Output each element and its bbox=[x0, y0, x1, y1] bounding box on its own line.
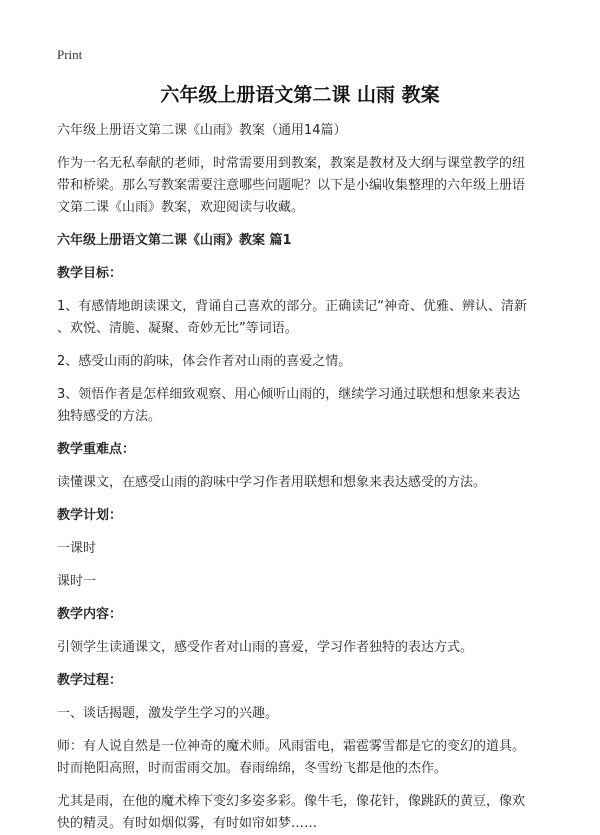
section-heading: 六年级上册语文第二课《山雨》教案 篇1 bbox=[57, 233, 292, 248]
goals-heading: 教学目标： bbox=[57, 266, 123, 281]
goal-item-line: 、欢悦、清脆、凝聚、奇妙无比”等词语。 bbox=[57, 321, 298, 336]
intro-paragraph-line: 带和桥梁。那么写教案需要注意哪些问题呢？以下是小编收集整理的六年级上册语 bbox=[57, 178, 526, 193]
teacher-speech-line: 师：有人说自然是一位神奇的魔术师。风雨雷电，霜雹雾雪都是它的变幻的道具。 bbox=[57, 739, 526, 754]
process-heading: 教学过程： bbox=[57, 673, 123, 688]
print-label: Print bbox=[57, 47, 83, 62]
document-title: 六年级上册语文第二课 山雨 教案 bbox=[160, 84, 440, 106]
document-subtitle: 六年级上册语文第二课《山雨》教案（通用14篇） bbox=[57, 123, 347, 138]
intro-paragraph-line: 作为一名无私奉献的老师，时常需要用到教案，教案是教材及大纲与课堂教学的纽 bbox=[57, 156, 526, 171]
document-body bbox=[57, 120, 557, 835]
key-points-heading: 教学重难点： bbox=[57, 442, 136, 457]
goal-item-line: 独特感受的方法。 bbox=[57, 409, 162, 424]
key-points-text: 读懂课文，在感受山雨的韵味中学习作者用联想和想象来表达感受的方法。 bbox=[57, 475, 487, 490]
teacher-speech-line: 时而艳阳高照，时而雷雨交加。春雨绵绵，冬雪纷飞都是他的杰作。 bbox=[57, 761, 448, 776]
plan-item: 一课时 bbox=[57, 541, 97, 556]
goal-item: 2、感受山雨的韵味，体会作者对山雨的喜爱之情。 bbox=[57, 354, 352, 369]
plan-item: 课时一 bbox=[57, 574, 97, 589]
content-text: 引领学生读通课文，感受作者对山雨的喜爱，学习作者独特的表达方式。 bbox=[57, 640, 474, 655]
rain-description-line: 快的精灵。有时如烟似雾，有时如帘如梦…… bbox=[57, 816, 318, 831]
intro-paragraph-line: 文第二课《山雨》教案，欢迎阅读与收藏。 bbox=[57, 200, 305, 215]
process-step: 一、谈话揭题，激发学生学习的兴趣。 bbox=[57, 706, 279, 721]
goal-item-line: 3、领悟作者是怎样细致观察、用心倾听山雨的，继续学习通过联想和想象来表达 bbox=[57, 387, 521, 402]
goal-item-line: 1、有感情地朗读课文，背诵自己喜欢的部分。正确读记“神奇、优雅、辨认、清新 bbox=[57, 299, 528, 314]
rain-description-line: 尤其是雨，在他的魔术棒下变幻多姿多彩。像牛毛，像花针，像跳跃的黄豆，像欢 bbox=[57, 794, 526, 809]
plan-heading: 教学计划： bbox=[57, 508, 123, 523]
content-heading: 教学内容： bbox=[57, 607, 123, 622]
